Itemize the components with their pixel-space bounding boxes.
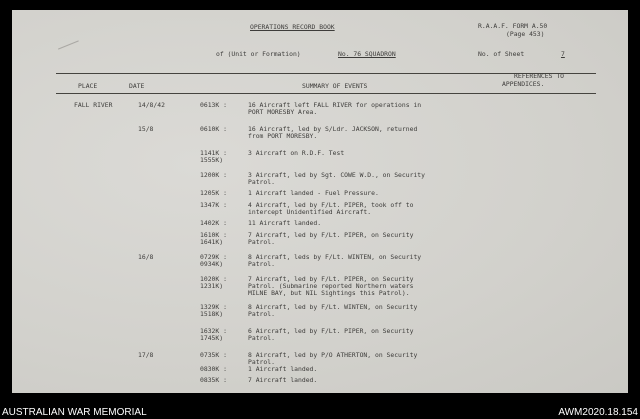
unit-label: of (Unit or Formation) xyxy=(216,50,301,58)
entry-time: 1632K : xyxy=(200,327,227,335)
entry-summary-line: Patrol. (Submarine reported Northern waters xyxy=(248,282,414,290)
entry-summary-line: 1 Aircraft landed - Fuel Pressure. xyxy=(248,189,379,197)
entry-time: 0613K : xyxy=(200,101,227,109)
column-summary: SUMMARY OF EVENTS xyxy=(302,82,368,90)
entry-time-end: 1231K) xyxy=(200,282,224,290)
entry-summary-line: 3 Aircraft on R.D.F. Test xyxy=(248,149,345,157)
footer-source: AUSTRALIAN WAR MEMORIAL xyxy=(2,407,147,418)
sheet-label: No. of Sheet xyxy=(478,50,525,58)
entry-date: 14/8/42 xyxy=(138,101,165,109)
entry-summary-line: 7 Aircraft, led by F/Lt. PIPER, on Security xyxy=(248,275,414,283)
entry-date: 15/8 xyxy=(138,125,154,133)
pencil-mark xyxy=(58,40,84,62)
entry-time: 1020K : xyxy=(200,275,227,283)
entry-summary-line: 16 Aircraft, led by S/Ldr. JACKSON, returned xyxy=(248,125,418,133)
entry-summary-line: 11 Aircraft landed. xyxy=(248,219,322,227)
entry-time: 0729K : xyxy=(200,253,227,261)
column-references-line1: REFERENCES TO xyxy=(514,72,565,80)
entry-place: FALL RIVER xyxy=(74,101,113,109)
entry-summary-line: Patrol. xyxy=(248,310,275,318)
entry-summary-line: Patrol. xyxy=(248,260,275,268)
entry-summary-line: 3 Aircraft, led by Sgt. COWE W.D., on Security xyxy=(248,171,425,179)
entry-time: 0830K : xyxy=(200,365,227,373)
entry-time-end: 1745K) xyxy=(200,334,224,342)
entry-time: 1347K : xyxy=(200,201,227,209)
entry-summary-line: Patrol. xyxy=(248,358,275,366)
entry-summary-line: 7 Aircraft, led by F/Lt. PIPER, on Security xyxy=(248,231,414,239)
entry-summary-line: 8 Aircraft, leds by F/Lt. WINTEN, on Security xyxy=(248,253,422,261)
entry-time: 1205K : xyxy=(200,189,227,197)
entry-summary-line: Patrol. xyxy=(248,178,275,186)
entry-summary-line: MILNE BAY, but NIL Sightings this Patrol). xyxy=(248,289,410,297)
entry-summary-line: intercept Unidentified Aircraft. xyxy=(248,208,372,216)
entry-summary-line: 8 Aircraft, led by P/O ATHERTON, on Security xyxy=(248,351,418,359)
page-title: OPERATIONS RECORD BOOK xyxy=(250,23,335,31)
entry-summary-line: 4 Aircraft, led by F/Lt. PIPER, took off to xyxy=(248,201,414,209)
entry-summary-line: Patrol. xyxy=(248,334,275,342)
entry-summary-line: 1 Aircraft landed. xyxy=(248,365,318,373)
entry-summary-line: PORT MORESBY Area. xyxy=(248,108,318,116)
entry-summary-line: Patrol. xyxy=(248,238,275,246)
form-number: R.A.A.F. FORM A.50 xyxy=(478,22,548,30)
header-rule-bottom xyxy=(56,93,596,94)
entry-time: 1329K : xyxy=(200,303,227,311)
entry-time-end: 0934K) xyxy=(200,260,224,268)
entry-time: 0735K : xyxy=(200,351,227,359)
sheet-value: 7 xyxy=(561,50,565,58)
entry-summary-line: from PORT MORESBY. xyxy=(248,132,318,140)
entry-summary-line: 8 Aircraft, led by F/Lt. WINTEN, on Security xyxy=(248,303,418,311)
entry-time: 1610K : xyxy=(200,231,227,239)
entry-time: 1402K : xyxy=(200,219,227,227)
entry-time: 0610K : xyxy=(200,125,227,133)
entry-time: 1141K : xyxy=(200,149,227,157)
unit-value: No. 76 SQUADRON xyxy=(338,50,396,58)
footer-accession: AWM2020.18.154 xyxy=(558,407,638,418)
entry-time-end: 1518K) xyxy=(200,310,224,318)
footer-bar xyxy=(0,397,640,419)
entry-time: 0835K : xyxy=(200,376,227,384)
column-place: PLACE xyxy=(78,82,98,90)
entry-summary-line: 16 Aircraft left FALL RIVER for operations in xyxy=(248,101,422,109)
entry-summary-line: 6 Aircraft, led by F/Lt. PIPER, on Security xyxy=(248,327,414,335)
column-references-line2: APPENDICES. xyxy=(502,80,545,88)
form-page-note: (Page 453) xyxy=(506,30,545,38)
column-date: DATE xyxy=(129,82,145,90)
entry-time-end: 1555K) xyxy=(200,156,224,164)
record-sheet xyxy=(12,10,628,393)
entry-date: 17/8 xyxy=(138,351,154,359)
entry-time-end: 1641K) xyxy=(200,238,224,246)
entry-time: 1200K : xyxy=(200,171,227,179)
entry-summary-line: 7 Aircraft landed. xyxy=(248,376,318,384)
entry-date: 16/8 xyxy=(138,253,154,261)
